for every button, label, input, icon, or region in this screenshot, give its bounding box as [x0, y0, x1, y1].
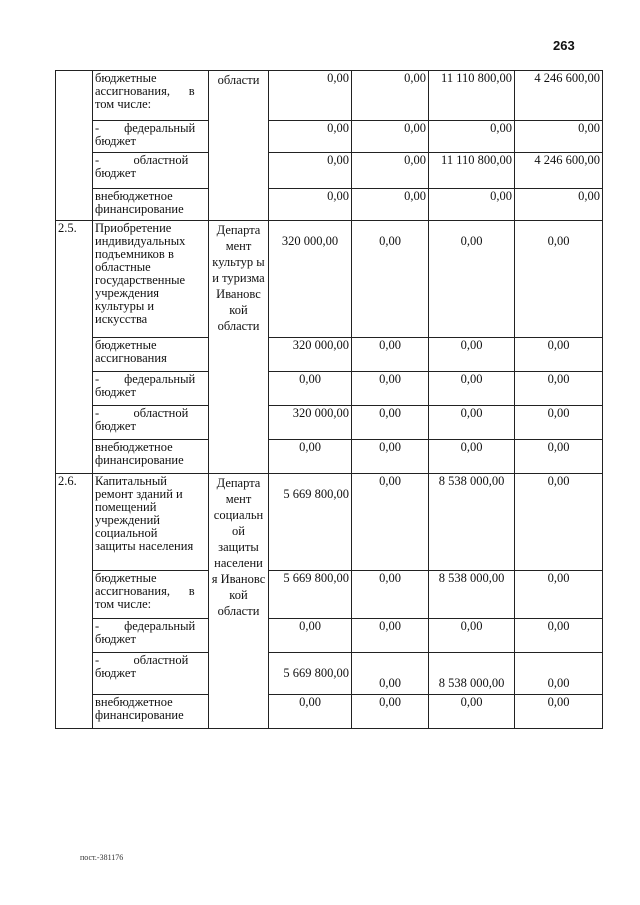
executor-cell [209, 71, 269, 221]
table-row [56, 406, 603, 440]
row-label-line: помещений [95, 500, 157, 514]
row-label-line: Приобретение [95, 221, 172, 235]
value-cell: 0,00 [515, 619, 603, 653]
value-cell: 0,00 [352, 695, 429, 729]
row-label [93, 571, 209, 619]
value-cell: 0,00 [352, 619, 429, 653]
row-label-line: бюджетные [95, 71, 157, 85]
row-label-line: том числе: [95, 597, 152, 611]
row-label-line: культуры и [95, 299, 155, 313]
value-cell: 0,00 [352, 153, 429, 189]
value-cell: 0,00 [429, 221, 515, 338]
row-label-line: защиты населения [95, 539, 194, 553]
value-cell: 0,00 [352, 474, 429, 571]
value-cell: 0,00 [515, 406, 603, 440]
row-label-line: бюджет [95, 166, 136, 180]
value-cell: 8 538 000,00 [429, 571, 515, 619]
value-cell: 0,00 [352, 221, 429, 338]
value-cell: 320 000,00 [269, 221, 352, 338]
value-cell: 0,00 [269, 121, 352, 153]
value-cell: 0,00 [352, 571, 429, 619]
value-cell: 0,00 [515, 695, 603, 729]
table-row [56, 619, 603, 653]
row-label-line: учреждения [95, 286, 160, 300]
value-cell: 320 000,00 [269, 406, 352, 440]
row-label-line: - федеральный [95, 372, 196, 386]
row-label [93, 71, 209, 121]
value-cell: 0,00 [515, 189, 603, 221]
row-label-line: бюджетные [95, 571, 157, 585]
row-label-line: государственные [95, 273, 186, 287]
row-label-line: ассигнования [95, 351, 167, 365]
table-row [56, 153, 603, 189]
row-label-line: бюджет [95, 666, 136, 680]
row-label-line: том числе: [95, 97, 152, 111]
row-label-line: - областной [95, 653, 189, 667]
value-cell: 0,00 [269, 440, 352, 474]
footer-code: пост.-381176 [80, 853, 124, 862]
row-label-line: ассигнования, в [95, 84, 195, 98]
row-label [93, 189, 209, 221]
row-label-line: бюджет [95, 134, 136, 148]
table-row [56, 71, 603, 121]
table-row [56, 121, 603, 153]
value-cell: 0,00 [429, 695, 515, 729]
value-cell: 0,00 [269, 189, 352, 221]
row-label-line: финансирование [95, 453, 184, 467]
row-label [93, 153, 209, 189]
row-label-line: внебюджетное [95, 189, 173, 203]
value-cell: 8 538 000,00 [429, 653, 515, 695]
value-cell: 5 669 800,00 [269, 571, 352, 619]
row-label-line: областные [95, 260, 151, 274]
value-cell: 0,00 [269, 619, 352, 653]
value-cell: 0,00 [269, 71, 352, 121]
row-label-line: финансирование [95, 708, 184, 722]
budget-table-body [56, 71, 603, 729]
section-index: 2.6. [56, 474, 93, 729]
row-label-line: Капитальный [95, 474, 167, 488]
row-label-line: подъемников в [95, 247, 174, 261]
section-index [56, 71, 93, 221]
value-cell: 4 246 600,00 [515, 153, 603, 189]
row-label-line: - федеральный [95, 619, 196, 633]
row-label [93, 695, 209, 729]
executor-name: Департа мент социальн ой защиты населени я Ивановс кой области [211, 476, 266, 618]
row-label-line: внебюджетное [95, 695, 173, 709]
value-cell: 11 110 800,00 [429, 71, 515, 121]
value-cell: 0,00 [429, 619, 515, 653]
row-label-line: финансирование [95, 202, 184, 216]
page-number: 263 [553, 38, 575, 53]
table-row [56, 440, 603, 474]
value-cell: 0,00 [429, 406, 515, 440]
row-label-line: искусства [95, 312, 148, 326]
row-label [93, 619, 209, 653]
row-label [93, 474, 209, 571]
value-cell: 0,00 [352, 653, 429, 695]
table-row [56, 653, 603, 695]
value-cell: 0,00 [515, 338, 603, 372]
row-label [93, 440, 209, 474]
table-row [56, 372, 603, 406]
value-cell: 0,00 [269, 372, 352, 406]
value-cell: 0,00 [352, 338, 429, 372]
value-cell: 0,00 [515, 474, 603, 571]
value-cell: 0,00 [269, 153, 352, 189]
row-label-line: ремонт зданий и [95, 487, 183, 501]
row-label-line: - федеральный [95, 121, 196, 135]
value-cell: 0,00 [515, 653, 603, 695]
value-cell: 0,00 [429, 338, 515, 372]
value-cell: 0,00 [352, 406, 429, 440]
executor-name: области [217, 73, 260, 87]
table-row [56, 474, 603, 571]
row-label-line: - областной [95, 153, 189, 167]
value-cell: 0,00 [352, 440, 429, 474]
value-cell: 5 669 800,00 [269, 474, 352, 571]
value-cell: 0,00 [269, 695, 352, 729]
value-cell: 0,00 [352, 189, 429, 221]
value-cell: 0,00 [352, 372, 429, 406]
row-label-line: индивидуальных [95, 234, 186, 248]
row-label [93, 338, 209, 372]
value-cell: 0,00 [352, 121, 429, 153]
value-cell: 11 110 800,00 [429, 153, 515, 189]
budget-table [55, 70, 603, 729]
row-label-line: бюджет [95, 385, 136, 399]
value-cell: 0,00 [515, 121, 603, 153]
row-label-line: бюджет [95, 419, 136, 433]
value-cell: 0,00 [515, 571, 603, 619]
row-label-line: социальной [95, 526, 158, 540]
executor-cell [209, 474, 269, 729]
row-label-line: учреждений [95, 513, 160, 527]
row-label-line: бюджетные [95, 338, 157, 352]
value-cell: 5 669 800,00 [269, 653, 352, 695]
value-cell: 320 000,00 [269, 338, 352, 372]
section-index: 2.5. [56, 221, 93, 474]
value-cell: 0,00 [429, 372, 515, 406]
table-row [56, 189, 603, 221]
value-cell: 0,00 [429, 189, 515, 221]
executor-name: Департа мент культур ы и туризма Ивановс кой области [212, 223, 265, 333]
row-label [93, 121, 209, 153]
row-label-line: внебюджетное [95, 440, 173, 454]
row-label [93, 372, 209, 406]
value-cell: 0,00 [515, 372, 603, 406]
row-label [93, 406, 209, 440]
table-row [56, 571, 603, 619]
executor-cell [209, 221, 269, 474]
value-cell: 0,00 [515, 221, 603, 338]
row-label [93, 653, 209, 695]
table-row [56, 221, 603, 338]
row-label [93, 221, 209, 338]
row-label-line: ассигнования, в [95, 584, 195, 598]
row-label-line: бюджет [95, 632, 136, 646]
value-cell: 0,00 [429, 440, 515, 474]
row-label-line: - областной [95, 406, 189, 420]
value-cell: 0,00 [352, 71, 429, 121]
value-cell: 8 538 000,00 [429, 474, 515, 571]
value-cell: 4 246 600,00 [515, 71, 603, 121]
table-row [56, 695, 603, 729]
table-row [56, 338, 603, 372]
value-cell: 0,00 [429, 121, 515, 153]
value-cell: 0,00 [515, 440, 603, 474]
